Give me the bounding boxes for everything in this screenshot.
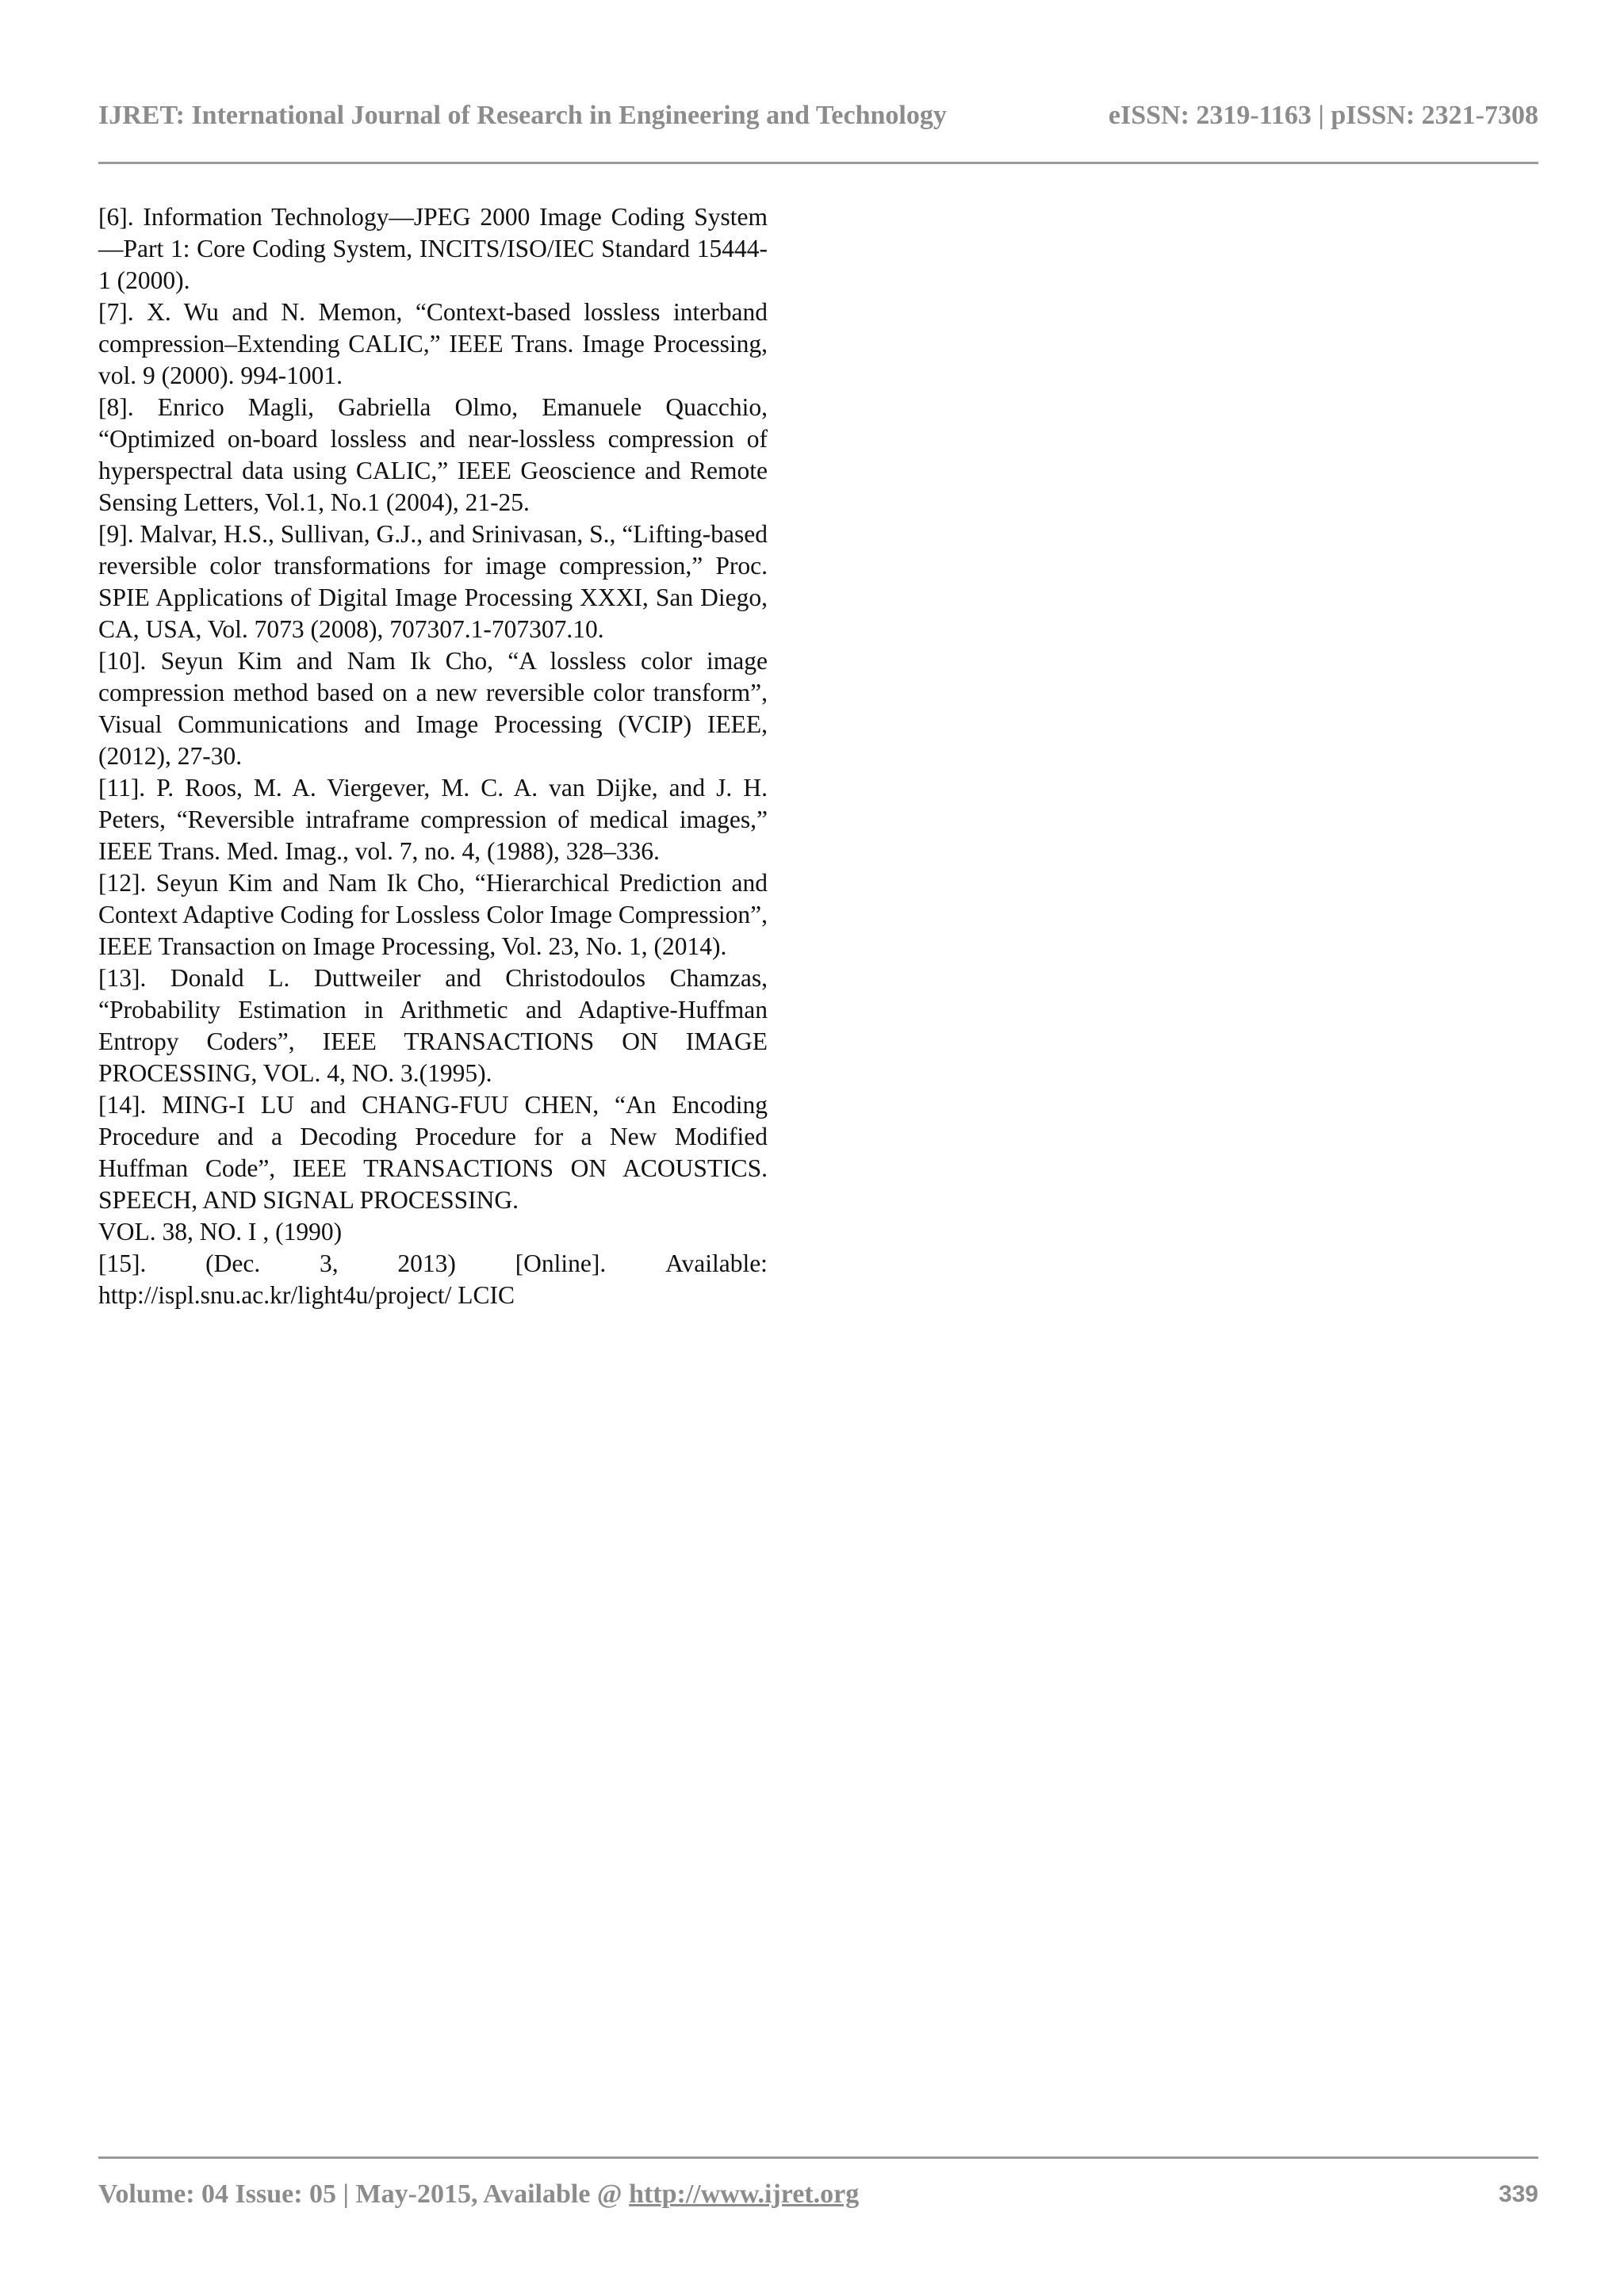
- reference-word: 2013): [397, 1249, 456, 1277]
- journal-title: IJRET: International Journal of Research in Engineering and Technology: [98, 101, 947, 130]
- reference-item-7: [98, 297, 768, 392]
- reference-item-9: [98, 519, 768, 645]
- reference-last-line: VOL. 38, NO. I , (1990): [98, 1218, 343, 1246]
- reference-item-10: [98, 645, 768, 772]
- reference-item-12: [98, 867, 768, 962]
- running-header: [98, 100, 1538, 132]
- reference-text: [6]. Information Technology—JPEG 2000 Image Coding System—Part 1: Core Coding System, INCITS/ISO/IEC Standard 15444-1 (2000).: [98, 203, 768, 294]
- footer-divider: [98, 2156, 1538, 2159]
- reference-item-6: [98, 201, 768, 297]
- volume-text: Volume: 04 Issue: 05 | May-2015, Available @: [98, 2179, 630, 2209]
- reference-item-15: [98, 1248, 768, 1311]
- reference-text: [8]. Enrico Magli, Gabriella Olmo, Emanuele Quacchio, “Optimized on-board lossless and near-lossless compression of hyperspectral data using CALIC,” IEEE Geoscience and Remote Sensing Letters, Vol.1, No.1 (2004), 21-25.: [98, 393, 768, 516]
- reference-word: [Online].: [515, 1249, 607, 1277]
- footer-volume-info: [98, 2179, 859, 2210]
- reference-text: [9]. Malvar, H.S., Sullivan, G.J., and Srinivasan, S., “Lifting-based reversible color transformations for image compression,” Proc. SPIE Applications of Digital Image Processing XXXI, San Diego, CA, USA, Vol. 7073 (2008), 707307.1-707307.10.: [98, 520, 768, 643]
- reference-text: [7]. X. Wu and N. Memon, “Context-based lossless interband compression–Extending CALIC,” IEEE Trans. Image Processing, vol. 9 (2000). 994-1001.: [98, 298, 768, 389]
- header-divider: [98, 162, 1538, 164]
- page-number: 339: [1498, 2181, 1538, 2207]
- reference-word: (Dec.: [205, 1249, 261, 1277]
- reference-item-13: [98, 962, 768, 1089]
- reference-first-line: [98, 1248, 768, 1280]
- reference-item-8: [98, 392, 768, 519]
- reference-text: [11]. P. Roos, M. A. Viergever, M. C. A. van Dijke, and J. H. Peters, “Reversible intraframe compression of medical images,” IEEE Trans. Med. Imag., vol. 7, no. 4, (1988), 328–336.: [98, 774, 768, 865]
- reference-word: Available:: [665, 1249, 768, 1277]
- reference-text: [12]. Seyun Kim and Nam Ik Cho, “Hierarchical Prediction and Context Adaptive Coding for Lossless Color Image Compression”, IEEE Transaction on Image Processing, Vol. 23, No. 1, (2014).: [98, 869, 768, 960]
- reference-text: [13]. Donald L. Duttweiler and Christodoulos Chamzas, “Probability Estimation in Arithmetic and Adaptive-Huffman Entropy Coders”, IEEE TRANSACTIONS ON IMAGE PROCESSING, VOL. 4, NO. 3.(1995).: [98, 964, 768, 1087]
- issn-numbers: eISSN: 2319-1163 | pISSN: 2321-7308: [1108, 101, 1538, 130]
- reference-list: [98, 201, 768, 1311]
- reference-text: [14]. MING-I LU and CHANG-FUU CHEN, “An Encoding Procedure and a Decoding Procedure for a New Modified Huffman Code”, IEEE TRANSACTIONS ON ACOUSTICS. SPEECH, AND SIGNAL PROCESSING.: [98, 1091, 768, 1214]
- reference-url: http://ispl.snu.ac.kr/light4u/project/ LCIC: [98, 1281, 515, 1309]
- journal-website-link[interactable]: http://www.ijret.org: [629, 2179, 860, 2209]
- reference-word: 3,: [320, 1249, 339, 1277]
- reference-item-14: [98, 1089, 768, 1248]
- reference-item-11: [98, 772, 768, 867]
- reference-word: [15].: [98, 1249, 147, 1277]
- reference-text: [10]. Seyun Kim and Nam Ik Cho, “A lossless color image compression method based on a new reversible color transform”, Visual Communications and Image Processing (VCIP) IEEE, (2012), 27-30.: [98, 647, 768, 770]
- running-footer: [98, 2177, 1538, 2212]
